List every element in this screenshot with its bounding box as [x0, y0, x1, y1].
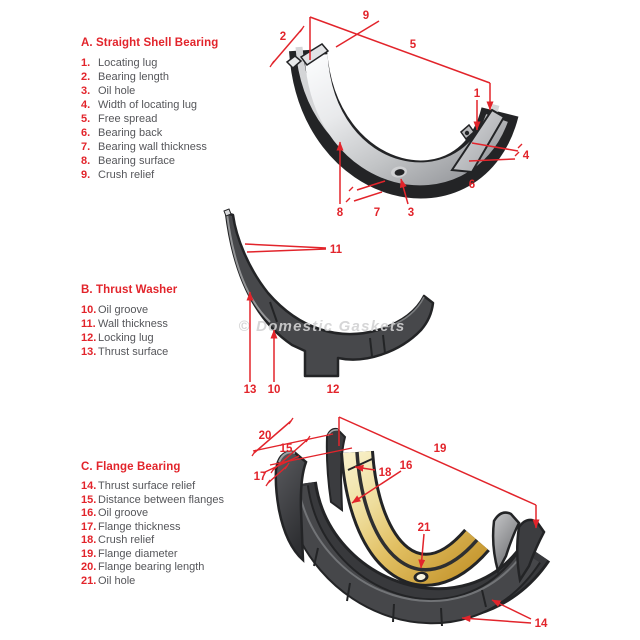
callout-21-label: 21	[417, 522, 431, 534]
legend-item-6-label: Bearing back	[98, 127, 163, 139]
callout-12-label: 12	[326, 384, 340, 396]
legend-item-1-number: 1.	[81, 57, 91, 69]
legend-item-7-number: 7.	[81, 141, 91, 153]
thrust-washer-body	[226, 213, 433, 376]
callout-18-label: 18	[378, 467, 392, 479]
callout-9-label: 9	[362, 10, 370, 22]
callout-4-label: 4	[522, 150, 530, 162]
legend-item-5-label: Free spread	[98, 113, 158, 125]
legend-item-20-number: 20.	[81, 561, 97, 573]
legend-item-4-number: 4.	[81, 99, 91, 111]
legend-item-4-label: Width of locating lug	[98, 99, 198, 111]
legend-item-19-label: Flange diameter	[98, 547, 178, 560]
legend-item-17-number: 17.	[81, 520, 97, 533]
legend-item-17-label: Flange thickness	[98, 520, 181, 533]
legend-b-title: B. Thrust Washer	[81, 284, 178, 296]
callout-1-label: 1	[473, 88, 481, 100]
legend-item-13-number: 13.	[81, 346, 97, 358]
legend-item-5-number: 5.	[81, 113, 91, 125]
callout-17-label: 17	[253, 471, 267, 483]
legend-item-11-label: Wall thickness	[98, 318, 168, 330]
legend-item-11-number: 11.	[81, 318, 96, 330]
legend-item-7-label: Bearing wall thickness	[98, 141, 207, 153]
callout-13-label: 13	[243, 384, 257, 396]
legend-item-21-number: 21.	[81, 574, 97, 587]
callout-3-label: 3	[407, 207, 415, 219]
callout-5-label: 5	[409, 39, 417, 51]
callout-19-label: 19	[433, 443, 447, 455]
legend-item-10-number: 10.	[81, 304, 97, 316]
callout-7-label: 7	[373, 207, 381, 219]
legend-item-18-number: 18.	[81, 534, 97, 546]
legend-item-15-number: 15.	[81, 493, 97, 506]
legend-item-12-number: 12.	[81, 332, 97, 344]
legend-item-14-label: Thrust surface relief	[98, 480, 196, 492]
legend-item-2-label: Bearing length	[98, 71, 169, 83]
legend-item-12-label: Locking lug	[98, 332, 154, 344]
callout-6-label: 6	[468, 179, 476, 191]
legend-item-16-number: 16.	[81, 507, 97, 519]
legend-item-14-number: 14.	[81, 480, 97, 492]
legend-item-13-label: Thrust surface	[98, 346, 169, 358]
callout-16-label: 16	[399, 460, 413, 472]
callout-15-label: 15	[279, 443, 293, 455]
flange-bearing-illustration	[276, 429, 544, 626]
callout-8-label: 8	[336, 207, 344, 219]
legend-item-20-label: Flange bearing length	[98, 561, 205, 573]
legend-item-15-label: Distance between flanges	[98, 493, 224, 506]
thrust-washer-left-tip-face	[224, 209, 231, 216]
legend-item-19-number: 19.	[81, 547, 97, 560]
thrust-washer-illustration	[224, 209, 433, 376]
callout-11-lines	[245, 244, 326, 252]
legend-item-8-number: 8.	[81, 155, 91, 167]
legend-item-3-label: Oil hole	[98, 85, 136, 97]
callout-2-label: 2	[279, 31, 287, 43]
legend-item-10-label: Oil groove	[98, 304, 149, 316]
callout-11-label: 11	[329, 244, 343, 256]
legend-c-title: C. Flange Bearing	[81, 461, 181, 473]
legend-item-2-number: 2.	[81, 71, 91, 83]
legend-item-3-number: 3.	[81, 85, 91, 97]
callout-20-label: 20	[258, 430, 272, 442]
legend-item-9-number: 9.	[81, 169, 91, 181]
legend-item-18-label: Crush relief	[98, 534, 155, 546]
legend-a-title: A. Straight Shell Bearing	[81, 37, 219, 49]
legend-item-16-label: Oil groove	[98, 507, 149, 519]
straight-shell-bearing-illustration	[287, 44, 504, 179]
legend-item-9-label: Crush relief	[98, 169, 155, 181]
legend-item-21-label: Oil hole	[98, 574, 136, 587]
callout-14-label: 14	[534, 618, 548, 630]
legend-item-6-number: 6.	[81, 127, 91, 139]
callout-10-label: 10	[267, 384, 281, 396]
legend-item-8-label: Bearing surface	[98, 155, 176, 167]
legend-item-1-label: Locating lug	[98, 57, 158, 69]
near-left-flange-fin	[276, 452, 306, 560]
watermark: © Domestic Gaskets	[238, 318, 406, 335]
